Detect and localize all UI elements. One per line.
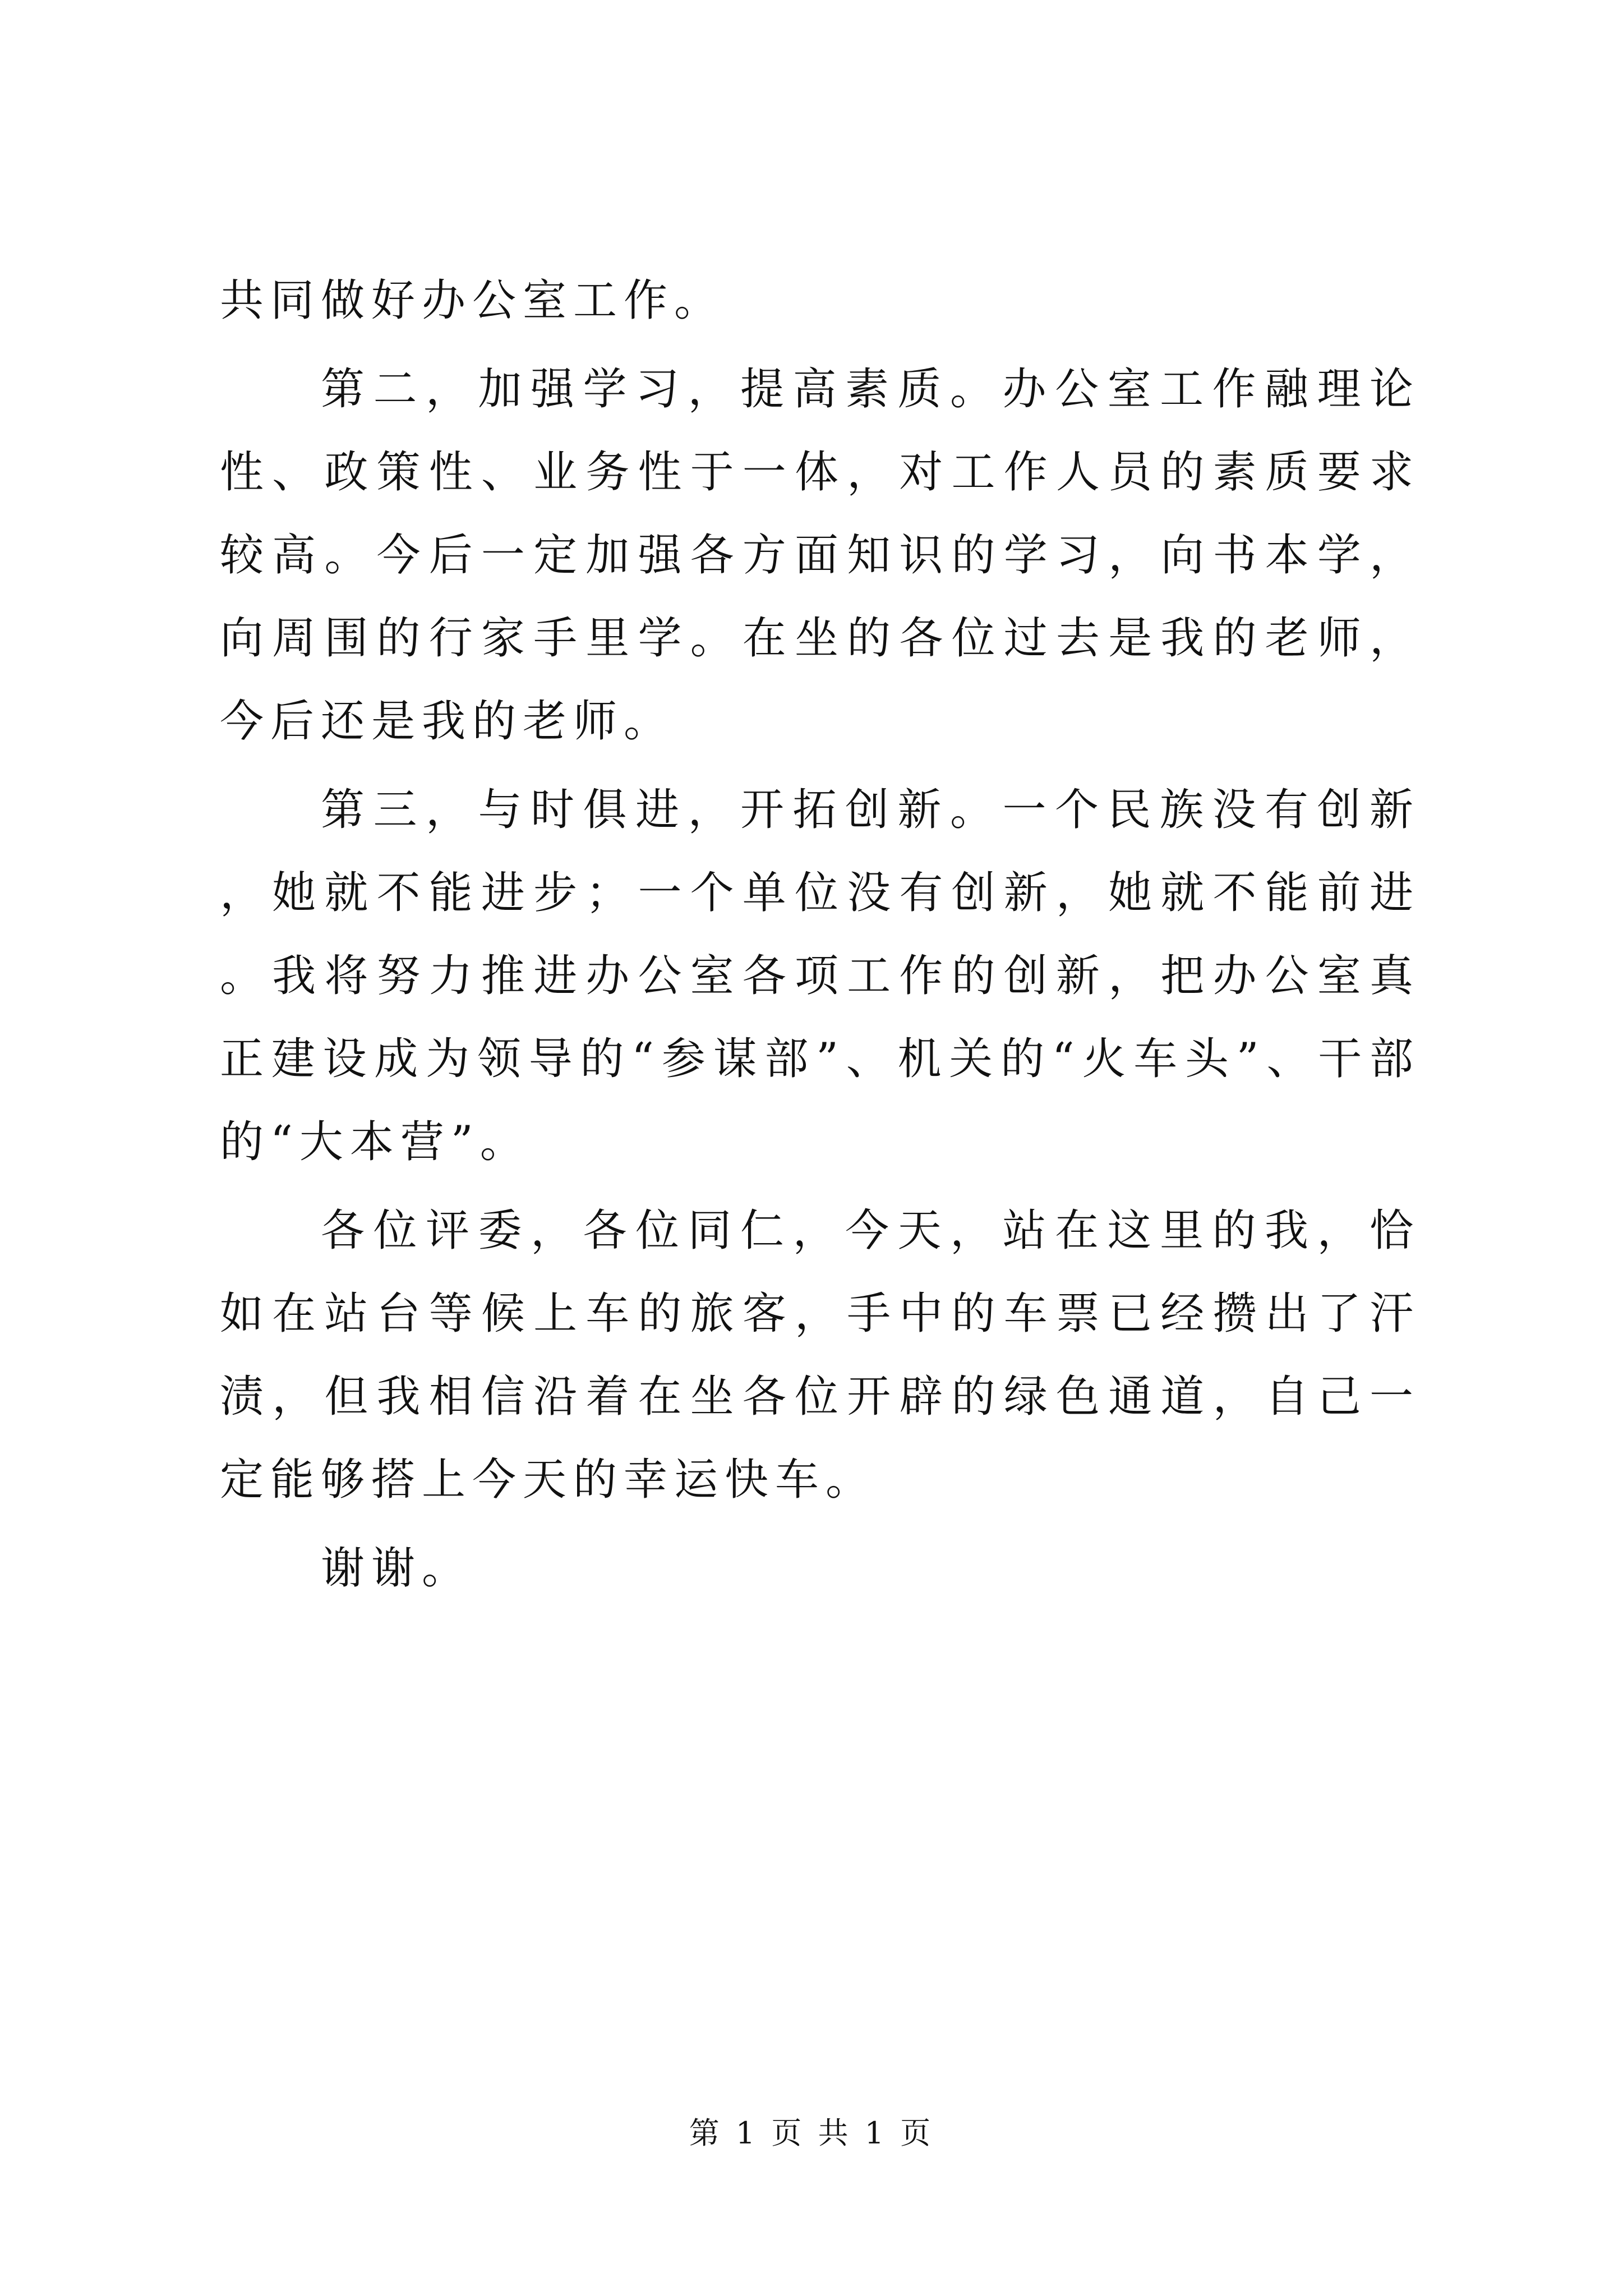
paragraph-third-point: 第三，与时俱进，开拓创新。一个民族没有创新，她就不能进步；一个单位没有创新，她就不能前进。我将努力推进办公室各项工作的创新，把办公室真正建设成为领导的“参谋部”、机关的“火车头”、干部的“大本营”。	[220, 785, 1420, 1167]
paragraph-closing: 各位评委，各位同仁，今天，站在这里的我，恰如在站台等候上车的旅客，手中的车票已经攒出了汗渍，但我相信沿着在坐各位开辟的绿色通道，自己一定能够搭上今天的幸运快车。	[220, 1205, 1420, 1505]
paragraph-continuation: 共同做好办公室工作。	[220, 275, 725, 326]
document-body	[220, 259, 1420, 1616]
page-footer: 第 1 页 共 1 页	[689, 2115, 934, 2151]
paragraph-second-point: 第二，加强学习，提高素质。办公室工作融理论性、政策性、业务性于一体，对工作人员的素质要求较高。今后一定加强各方面知识的学习，向书本学，向周围的行家手里学。在坐的各位过去是我的老师，今后还是我的老师。	[220, 364, 1420, 747]
paragraph-thanks: 谢谢。	[321, 1543, 473, 1594]
